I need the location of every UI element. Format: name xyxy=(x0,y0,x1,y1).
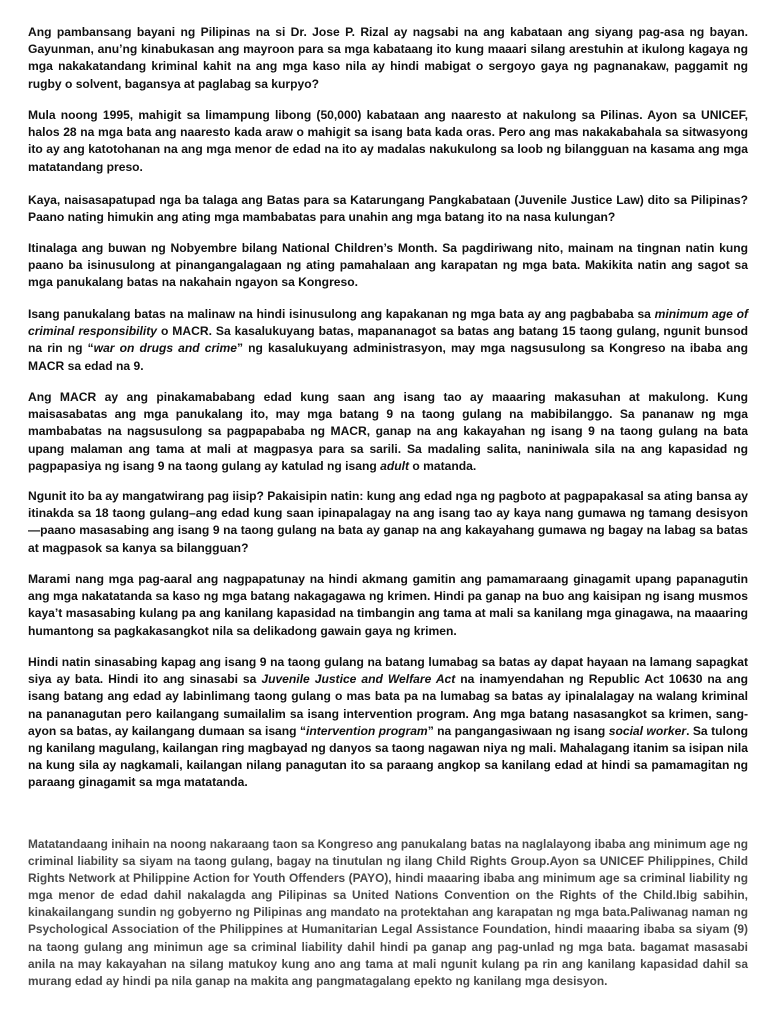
paragraph-welfare-text-3: ” na pangangasiwaan ng isang xyxy=(427,723,609,738)
paragraph-macr-proposal-term: minimum age of criminal responsibility xyxy=(28,307,748,339)
paragraph-macr-proposal-text-3: ” ng kasalukuyang administrasyon, may mga nagsusulong sa Kongreso na ibaba ang MACR sa edad na 9. xyxy=(28,341,749,373)
paragraph-intro-rizal: Ang pambansang bayani ng Pilipinas na si Dr. Jose P. Rizal ay nagsabi na ang kabataan ang siyang pag-asa ng bayan. Gayunman, anu’ng kinabukasan ang mayroon para sa mga kabataang ito kung maaari silang arestuhin at ikulong kagaya ng mga nakakatandang kriminal kahit na ang mga kaso nila ay hindi mabigat o sergoyo gaya ng pagnanakaw, paggamit ng rugby o solvent, bagansya at paglabag sa kurpyo? xyxy=(28,25,748,91)
paragraph-macr-definition-text-1: Ang MACR ay ang pinakamababang edad kung saan ang isang tao ay maaaring makasuhan at makulong. Kung maisasabatas ang mga panukalang ito, may mga batang 9 na taong gulang na mabibilanggo. Sa pananaw ng mga mambabatas na nagsusulong sa pagpapababa ng MACR, ganap na ang kakayahan ng isang 9 na taong gulang na bata upang malaman ang tama at mali at magpasya para sa sarili. Sa madaling salita, naniniwala sila na ang kapasidad ng pagpapasiya ng isang 9 na taong gulang ay katulad ng isang xyxy=(28,390,748,473)
paragraph-welfare-social-worker-term: social worker xyxy=(608,723,687,738)
paragraph-macr-proposal xyxy=(28,306,748,375)
paragraph-macr-definition-text-2: o matanda. xyxy=(409,458,477,473)
paragraph-macr-proposal-text-2: o MACR. Sa kasalukuyang batas, mapananagot sa batas ang batang 15 taong gulang, ngunit bunsod na rin ng “ xyxy=(28,324,748,356)
paragraph-welfare-text-4: . Sa tulong ng kanilang magulang, kailangan ring magbayad ng danyos sa taong nagawan niya ng mali. Mahalagang itanim sa isipan nila na kung sila ay nagkamali, kailangan nilang panagutan ito sa paraang angkop sa kanilang edad at hindi sa pamamagitan ng paraang ginagamit sa mga matatanda. xyxy=(28,723,749,790)
paragraph-juvenile-justice-question: Kaya, naisasapatupad nga ba talaga ang Batas para sa Katarungang Pangkabataan (Juvenile Justice Law) dito sa Pilipinas? Paano nating himukin ang ating mga mambabatas para unahin ang mga batang ito na nasa kulungan? xyxy=(28,193,748,225)
paragraph-welfare-text-1: Hindi natin sinasabing kapag ang isang 9 na taong gulang na batang lumabag sa batas ay dapat hayaan na lamang sapagkat siya ay bata. Hindi ito ang sinasabi sa xyxy=(28,655,748,687)
paragraph-welfare-intervention-term: intervention program xyxy=(306,723,428,738)
paragraph-juvenile-welfare-act xyxy=(28,654,748,792)
paragraph-studies: Marami nang mga pag-aaral ang nagpapatunay na hindi akmang gamitin ang pamamaraang ginagamit upang papanagutin ang mga nakatatanda sa kaso ng mga batang nakagagawa ng krimen. Hindi pa ganap na buo ang kaisipan ng isang musmos kaya’t masasabing kulang pa ang kanilang kapasidad na timbangin ang tama at mali sa kanilang mga ginagawa, na maaaring humantong sa pagkakasangkot nila sa delikadong gawain gaya ng krimen. xyxy=(28,572,748,638)
paragraph-voting-age-argument: Ngunit ito ba ay mangatwirang pag iisip? Pakaisipin natin: kung ang edad nga ng pagboto at pagpapakasal sa ating bansa ay itinakda sa 18 taong gulang–ang edad kung saan ipinapalagay na ang isang tao ay kaya nang gumawa ng tamang desisyon—paano masasabing ang isang 9 na taong gulang na bata ay ganap na ang kakayahang gumawa ng bagay na labag sa batas at magpasok sa kanya sa bilangguan? xyxy=(28,489,748,555)
paragraph-welfare-text-2: na inamyendahan ng Republic Act 10630 na ang isang batang ang edad ay labinlimang taong gulang o mas bata pa na lumabag sa batas ay ipinalalagay na walang kriminal na pananagutan pero kailangang sumailalim sa isang intervention program. Ang mga batang nasasangkot sa krimen, sang-ayon sa batas, ay kailangang dumaan sa isang “ xyxy=(28,672,748,738)
paragraph-macr-definition-term: adult xyxy=(380,458,410,473)
paragraph-macr-proposal-text-1: Isang panukalang batas na malinaw na hindi isinusulong ang kapakanan ng mga bata ay ang pagbababa sa xyxy=(28,307,655,321)
paragraph-macr-definition xyxy=(28,389,748,475)
paragraph-macr-proposal-quote: war on drugs and crime xyxy=(93,341,238,356)
paragraph-welfare-act-name: Juvenile Justice and Welfare Act xyxy=(261,672,456,687)
paragraph-childrens-month: Itinalaga ang buwan ng Nobyembre bilang National Children’s Month. Sa pagdiriwang nito, mainam na tingnan natin kung paano ba isinusulong at pinangangalagaan ng ating pamahalaan ang karapatan ng mga bata. Makikita natin ang sagot sa mga panukalang batas na nakahain ngayon sa Kongreso. xyxy=(28,241,748,290)
paragraph-child-rights-groups: Matatandaang inihain na noong nakaraang taon sa Kongreso ang panukalang batas na naglalayong ibaba ang minimum age ng criminal liability sa siyam na taong gulang, bagay na tinutulan ng ilang Child Rights Group.Ayon sa UNICEF Philippines, Child Rights Network at Philippine Action for Youth Offenders (PAYO), hindi maaaring ibaba ang minimum age sa criminal liability ng mga menor de edad dahil nakalagda ang Pilipinas sa United Nations Convention on the Rights of the Child.Ibig sabihin, kinakailangang sundin ng gobyerno ng Pilipinas ang mandato na protektahan ang karapatan ng mga bata.Paliwanag naman ng Psychological Association of the Philippines at Humanitarian Legal Assistance Foundation, hindi maaaring ibaba sa siyam (9) na taong gulang ang minimun age sa criminal liability dahil hindi pa ganap ang pag-unlad ng mga bata. bagamat masasabi anila na may kakayahan na silang matukoy kung ano ang tama at mali ngunit kulang pa rin ang kanilang kapasidad dahil sa murang edad ay hindi pa nila ganap na makita ang pangmatagalang epekto ng kanilang mga desisyon. xyxy=(28,837,748,988)
paragraph-unicef-statistics: Mula noong 1995, mahigit sa limampung libong (50,000) kabataan ang naaresto at nakulong sa Pilinas. Ayon sa UNICEF, halos 28 na mga bata ang naaresto kada araw o mahigit sa isang bata kada oras. Pero ang mas nakakabahala sa sitwasyong ito ay ang katotohanan na ang mga menor de edad na ito ay madalas nakukulong sa loob ng bilangguan na kasama ang mga matatandang preso. xyxy=(28,108,748,174)
